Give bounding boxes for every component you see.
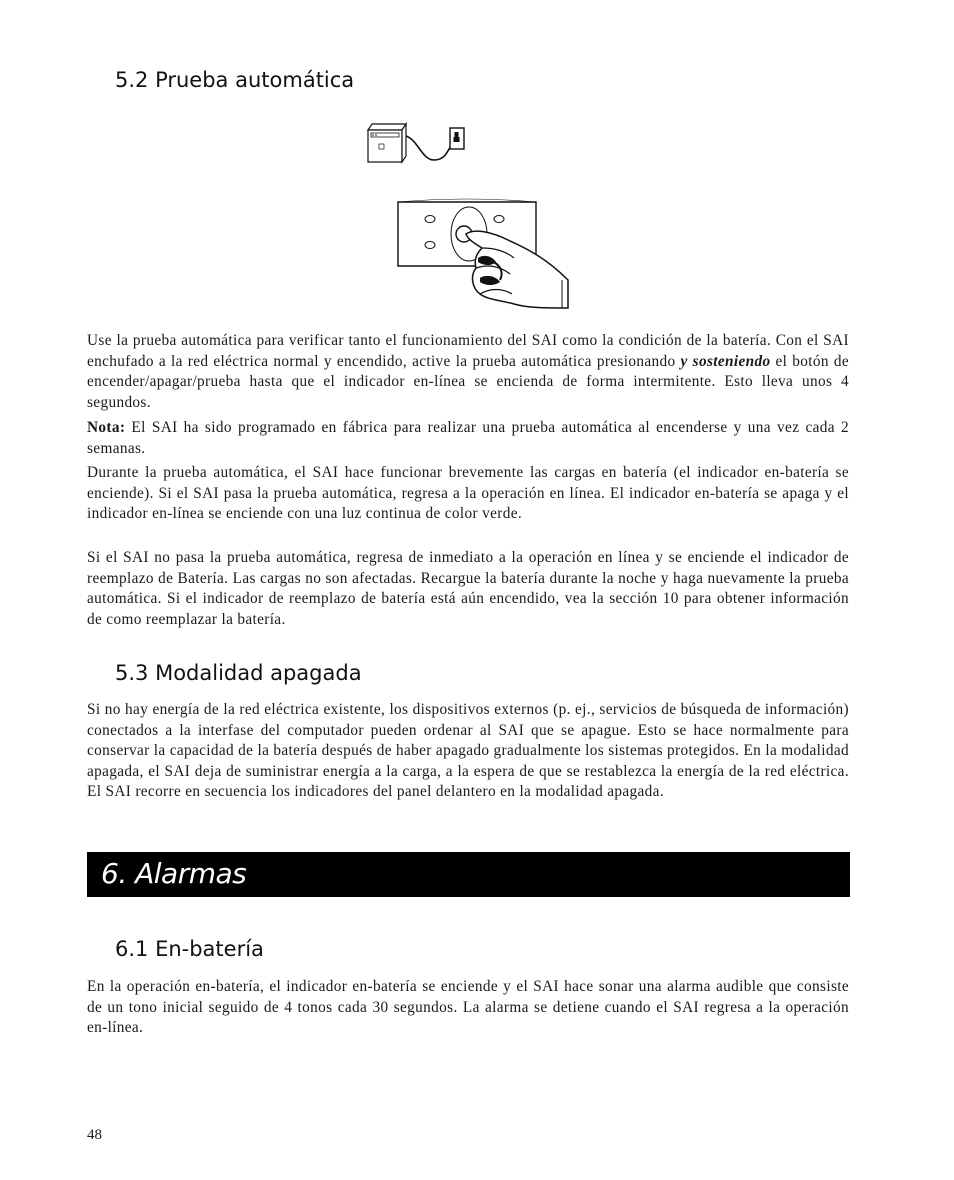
paragraph-5-2-fail: Si el SAI no pasa la prueba automática, regresa de inmediato a la operación en línea y se enciende el indicador de reemplazo de Batería. Las cargas no son afectadas. Recargue la batería durante la noche y haga nuevamente la prueba automática. Si el indicador de reemplazo de batería está aún encendido, vea la sección 10 para obtener información de como reemplazar la batería. [87, 549, 849, 628]
ups-plugged-illustration [362, 120, 472, 170]
chapter-banner [87, 852, 850, 897]
note-label: Nota: [87, 419, 126, 436]
page-number: 48 [87, 1127, 102, 1143]
paragraph-5-2-during: Durante la prueba automática, el SAI hace funcionar brevemente las cargas en batería (el indicador en-batería se enciende). Si el SAI pasa la prueba automática, regresa a la operación en línea. El indicador en-batería se apaga y el indicador en-línea se enciende con una luz continua de color verde. [87, 464, 849, 523]
section-heading-5-3: 5.3 Modalidad apagada [115, 661, 362, 685]
paragraph-5-2-intro: Use la prueba automática para verificar tanto el funcionamiento del SAI como la condición de la batería. Con el SAI enchufado a la red eléctrica normal y encendido, active la prueba automática presionando y sosteniendo el botón de encender/apagar/prueba hasta que el indicador en-línea se encienda de forma intermitente. Esto lleva unos 4 segundos. [87, 332, 849, 411]
paragraph-5-3: Si no hay energía de la red eléctrica existente, los dispositivos externos (p. ej., servicios de búsqueda de información) conectados a la interfase del computador pueden ordenar al SAI que se apague. Esto se hace normalmente para conservar la capacidad de la batería después de haber apagado gradualmente los sistemas protegidos. En la modalidad apagada, el SAI deja de suministrar energía a la carga, a la espera de que se restablezca la energía de la red eléctrica. El SAI recorre en secuencia los indicadores del panel delantero en la modalidad apagada. [87, 701, 849, 801]
section-heading-5-2: 5.2 Prueba automática [115, 68, 355, 92]
paragraph-6-1: En la operación en-batería, el indicador en-batería se enciende y el SAI hace sonar una alarma audible que consiste de un tono inicial seguido de 4 tonos cada 30 segundos. La alarma se detiene cuando el SAI regresa a la operación en-línea. [87, 978, 849, 1037]
chapter-title: 6. Alarmas [101, 857, 247, 890]
emphasis-text: y sosteniendo [680, 352, 771, 370]
section-heading-6-1: 6.1 En-batería [115, 937, 264, 961]
paragraph-5-2-note: Nota: El SAI ha sido programado en fábrica para realizar una prueba automática al encenderse y una vez cada 2 semanas. [87, 419, 849, 457]
front-panel-press-illustration [396, 196, 576, 316]
